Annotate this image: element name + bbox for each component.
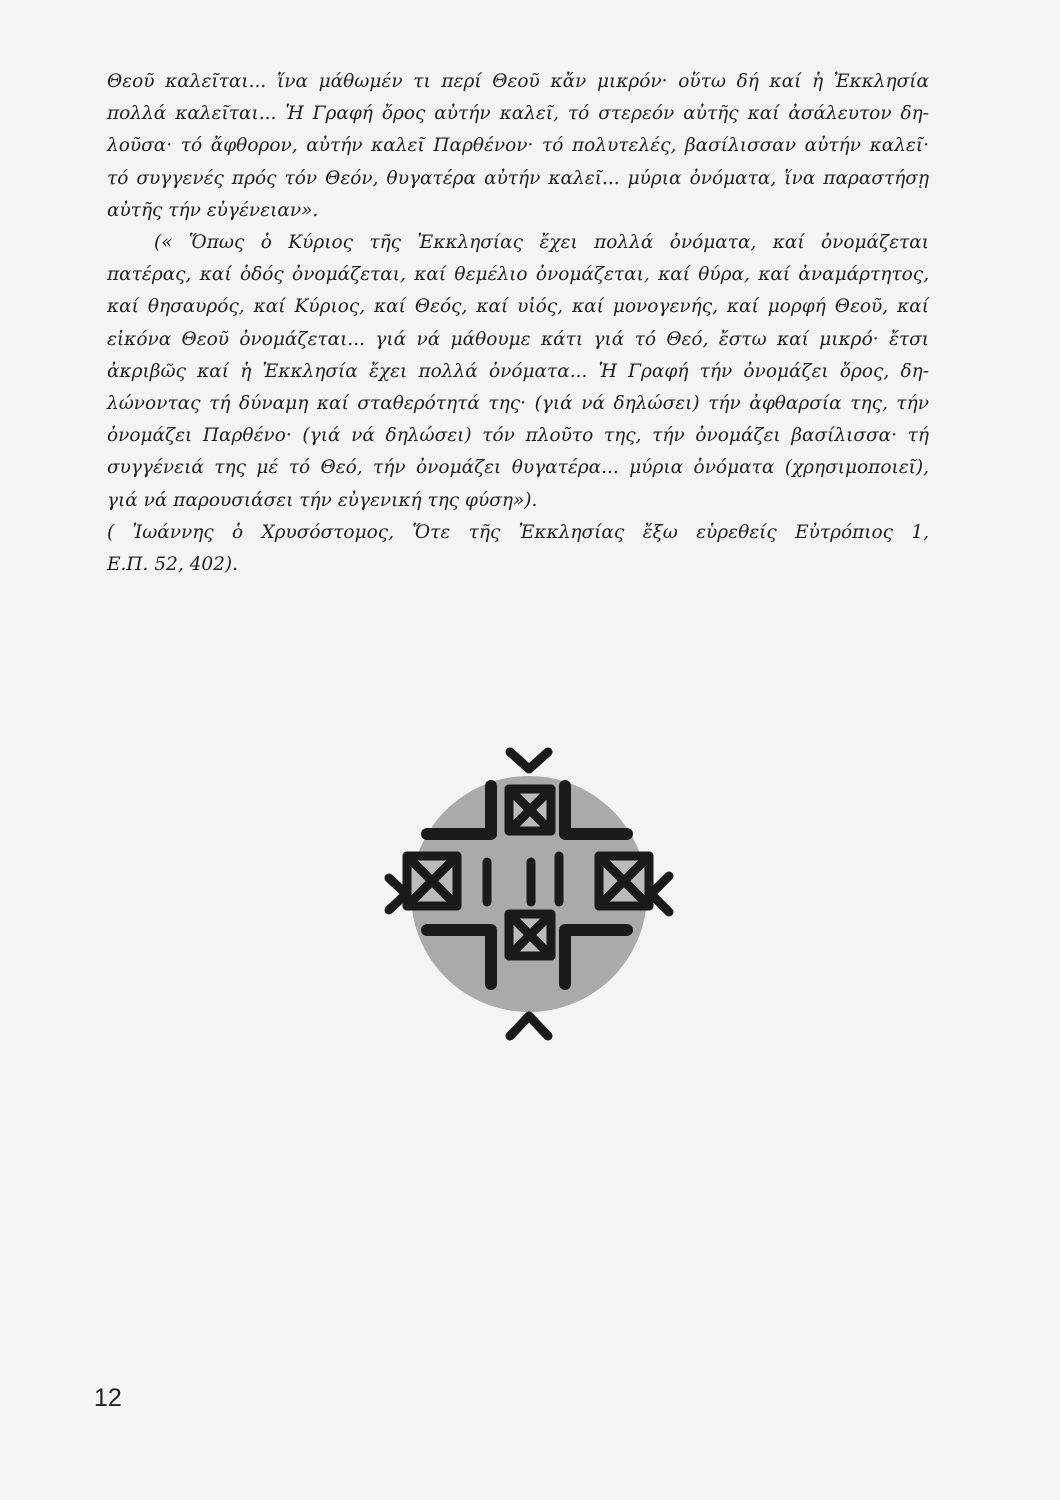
text-line: λώνοντας τή δύναμη καί σταθερότητά της· (γιά νά δηλώσει) τήν ἀφθαρσία της, τήν	[107, 393, 929, 415]
text-line: (« Ὅπως ὁ Κύριος τῆς Ἐκκλησίας ἔχει πολλά ὀνόματα, καί ὀνομάζεται	[154, 232, 929, 254]
ornament-box-right	[599, 856, 649, 906]
ornament-chevron-top	[510, 752, 548, 769]
quotation-text	[107, 66, 929, 581]
text-line: ὀνομάζει Παρθένο· (γιά νά δηλώσει) τόν πλοῦτο της, τήν ὀνομάζει βασίλισσα· τή	[107, 425, 929, 447]
text-line: πατέρας, καί ὁδός ὀνομάζεται, καί θεμέλιο ὀνομάζεται, καί θύρα, καί ἀναμάρτητος,	[107, 264, 929, 286]
text-line: τό συγγενές πρός τόν Θεόν, θυγατέρα αὐτήν καλεῖ... μύρια ὀνόματα, ἵνα παραστήσῃ	[107, 167, 929, 189]
text-line: καί θησαυρός, καί Κύριος, καί Θεός, καί υἱός, καί μονογενής, καί μορφή Θεοῦ, καί	[107, 296, 929, 318]
text-line: αὐτῆς τήν εὐγένειαν».	[107, 199, 319, 221]
ornament-box-top	[509, 789, 551, 831]
text-line: εἰκόνα Θεοῦ ὀνομάζεται... γιά νά μάθουμε κάτι γιά τό Θεό, ἔστω καί μικρό· ἔτσι	[107, 328, 929, 350]
text-line: λοῦσα· τό ἄφθορον, αὐτήν καλεῖ Παρθένον· τό πολυτελές, βασίλισσαν αὐτήν καλεῖ·	[107, 135, 929, 157]
text-line: πολλά καλεῖται... Ἡ Γραφή ὄρος αὐτήν καλεῖ, τό στερεόν αὐτῆς καί ἀσάλευτον δη-	[107, 103, 929, 125]
ornament-chevron-bottom	[510, 1016, 548, 1036]
page-number: 12	[94, 1384, 122, 1412]
cross-ornament-icon	[379, 744, 679, 1044]
text-line: ἀκριβῶς καί ἡ Ἐκκλησία ἔχει πολλά ὀνόματα... Ἡ Γραφή τήν ὀνομάζει ὄρος, δη-	[107, 360, 929, 382]
text-line: γιά νά παρουσιάσει τήν εὐγενική της φύση»).	[107, 489, 538, 511]
text-line: ( Ἰωάννης ὁ Χρυσόστομος, Ὅτε τῆς Ἐκκλησίας ἔξω εὑρεθείς Εὐτρόπιος 1,	[107, 521, 929, 543]
ornament-box-bottom	[509, 914, 551, 956]
ornament-chevron-right	[651, 876, 669, 912]
ornament-box-left	[407, 856, 457, 906]
text-line: Ε.Π. 52, 402).	[107, 554, 238, 576]
text-line: συγγένειά της μέ τό Θεό, τήν ὀνομάζει θυγατέρα... μύρια ὀνόματα (χρησιμοποιεῖ),	[107, 457, 929, 479]
text-line: Θεοῦ καλεῖται... ἵνα μάθωμέν τι περί Θεοῦ κἄν μικρόν· οὕτω δή καί ἡ Ἐκκλησία	[107, 71, 929, 92]
